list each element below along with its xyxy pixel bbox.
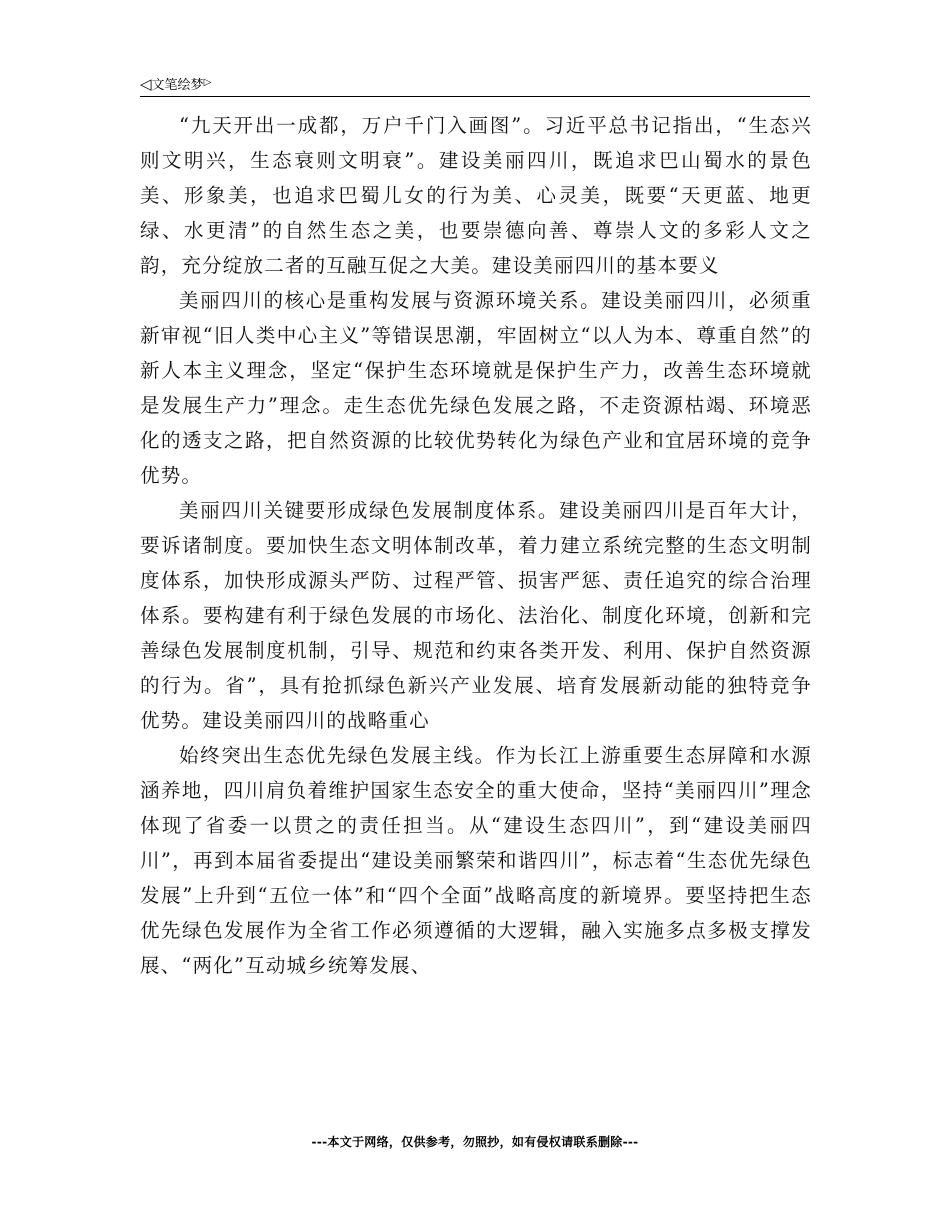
paragraph-2: 美丽四川的核心是重构发展与资源环境关系。建设美丽四川，必须重新审视“旧人类中心主义”等错误思潮，牢固树立“以人为本、尊重自然”的新人本主义理念，坚定“保护生态环境就是保护生产力，改善生态环境就是发展生产力”理念。走生态优先绿色发展之路，不走资源枯竭、环境恶化的透支之路，把自然资源的比较优势转化为绿色产业和宜居环境的竞争优势。 bbox=[140, 289, 812, 487]
paragraph-1: “九天开出一成都，万户千门入画图”。习近平总书记指出，“生态兴则文明兴，生态衰则文明衰”。建设美丽四川，既追求巴山蜀水的景色美、形象美，也追求巴蜀儿女的行为美、心灵美，既要“天更蓝、地更绿、水更清”的自然生态之美，也要崇德向善、尊崇人文的多彩人文之韵，充分绽放二者的互融互促之大美。建设美丽四川的基本要义 bbox=[140, 114, 812, 277]
left-triangle-icon: ◁ bbox=[140, 75, 152, 93]
page-footer: ---本文于网络，仅供参考，勿照抄，如有侵权请联系删除--- bbox=[311, 1135, 639, 1149]
header-title: 文笔绘梦 bbox=[151, 78, 204, 93]
document-body bbox=[140, 108, 812, 983]
right-triangle-icon: ▷ bbox=[203, 77, 212, 88]
paragraph-3: 美丽四川关键要形成绿色发展制度体系。建设美丽四川是百年大计，要诉诸制度。要加快生态文明体制改革，着力建立系统完整的生态文明制度体系，加快形成源头严防、过程严管、损害严惩、责任追究的综合治理体系。要构建有利于绿色发展的市场化、法治化、制度化环境，创新和完善绿色发展制度机制，引导、规范和约束各类开发、利用、保护自然资源的行为。省”，具有抢抓绿色新兴产业发展、培育发展新动能的独特竞争优势。建设美丽四川的战略重心 bbox=[140, 499, 812, 732]
page-header bbox=[140, 74, 810, 97]
paragraph-4: 始终突出生态优先绿色发展主线。作为长江上游重要生态屏障和水源涵养地，四川肩负着维护国家生态安全的重大使命，坚持“美丽四川”理念体现了省委一以贯之的责任担当。从“建设生态四川”，到“建设美丽四川”，再到本届省委提出“建设美丽繁荣和谐四川”，标志着“生态优先绿色发展”上升到“五位一体”和“四个全面”战略高度的新境界。要坚持把生态优先绿色发展作为全省工作必须遵循的大逻辑，融入实施多点多极支撑发展、“两化”互动城乡统筹发展、 bbox=[140, 744, 812, 977]
